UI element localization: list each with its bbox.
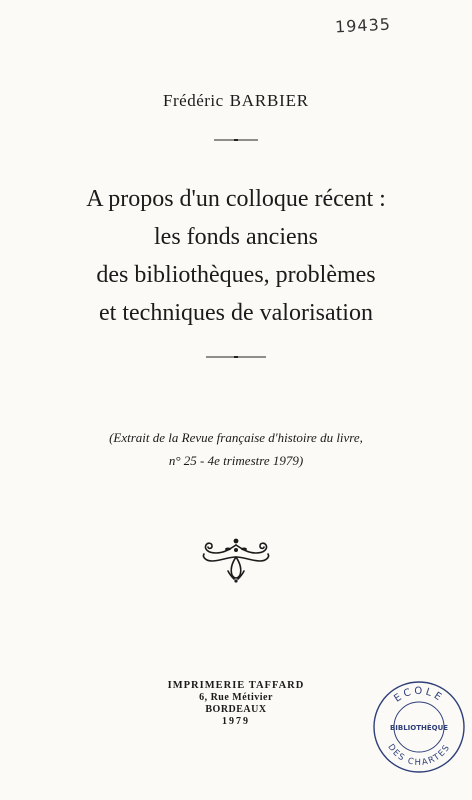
printer-city: BORDEAUX — [205, 704, 267, 715]
printer-address: 6, Rue Métivier — [199, 692, 273, 703]
document-title — [0, 180, 472, 332]
stamp-top-text: ECOLE — [392, 685, 446, 705]
title-line: les fonds anciens — [154, 224, 318, 250]
printer-name: IMPRIMERIE TAFFARD — [167, 680, 305, 691]
library-stamp-icon — [372, 680, 466, 774]
extract-line: n° 25 - 4e trimestre 1979) — [168, 453, 304, 468]
svg-text:DES CHARTES — [385, 742, 452, 768]
author-first-name: Frédéric — [163, 91, 224, 110]
divider-rule-middle — [206, 355, 266, 357]
author-last-name: BARBIER — [229, 91, 309, 110]
extract-note — [0, 426, 472, 472]
stamp-bottom-text: DES CHARTES — [385, 742, 453, 769]
title-line: et techniques de valorisation — [99, 300, 373, 326]
catalog-number: 19435 — [334, 14, 392, 37]
author — [0, 91, 472, 111]
extract-line: (Extrait de la Revue française d'histoire du livre, — [109, 430, 363, 445]
title-line: des bibliothèques, problèmes — [96, 262, 376, 288]
stamp-middle-text: BIBLIOTHÈQUE — [389, 724, 449, 732]
fleuron-ornament-icon — [198, 535, 274, 583]
print-year: 1979 — [222, 716, 250, 727]
divider-rule-top — [214, 138, 258, 140]
title-line: A propos d'un colloque récent : — [86, 186, 386, 212]
